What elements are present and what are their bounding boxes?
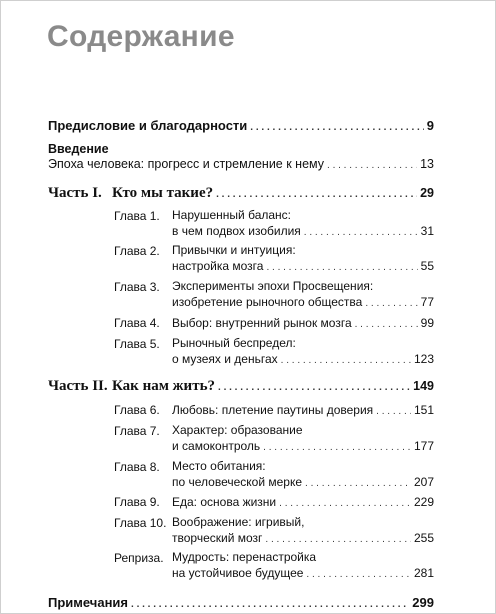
chapter-label: Глава 9. bbox=[114, 495, 160, 509]
entry-text: Предисловие и благодарности bbox=[48, 118, 248, 133]
chapter-page: 177 bbox=[413, 439, 434, 453]
dot-leader bbox=[266, 260, 417, 276]
chapter-title-line2: о музеях и деньгах bbox=[172, 352, 278, 366]
chapter-title-line2: в чем подвох изобилия bbox=[172, 224, 301, 238]
chapter-page: 123 bbox=[413, 352, 434, 366]
entry-text: Эпоха человека: прогресс и стремление к нему bbox=[48, 157, 325, 171]
chapter-line2 bbox=[172, 315, 434, 333]
chapter-title-line2: изобретение рыночного общества bbox=[172, 295, 363, 309]
dot-leader bbox=[365, 296, 417, 312]
dot-leader bbox=[216, 187, 417, 203]
chapter-label: Глава 4. bbox=[114, 316, 160, 330]
toc-part-2[interactable] bbox=[48, 378, 434, 396]
chapter-page: 229 bbox=[413, 495, 434, 509]
chapter-title-line1: Рыночный беспредел: bbox=[172, 336, 296, 350]
chapter-line2 bbox=[172, 351, 434, 369]
part-title: Как нам жить? bbox=[112, 378, 216, 394]
chapter-title-line2: творческий мозг bbox=[172, 531, 263, 545]
dot-leader bbox=[355, 317, 418, 333]
entry-page: 29 bbox=[420, 186, 434, 200]
part-title: Кто мы такие? bbox=[112, 185, 214, 201]
toc-entry-intro[interactable] bbox=[48, 156, 434, 174]
page-title: Содержание bbox=[47, 20, 235, 53]
chapter-title-line1: Эксперименты эпохи Просвещения: bbox=[172, 279, 374, 293]
chapter-label: Глава 6. bbox=[114, 403, 160, 417]
chapter-line2 bbox=[172, 474, 434, 492]
entry-page: 149 bbox=[413, 379, 434, 393]
chapter-page: 31 bbox=[420, 224, 434, 238]
part-number: Часть II. bbox=[48, 378, 108, 394]
entry-page: 9 bbox=[426, 118, 434, 133]
toc-entry-preface[interactable] bbox=[48, 118, 434, 136]
chapter-label: Глава 10. bbox=[114, 516, 167, 530]
chapter-label: Глава 5. bbox=[114, 337, 160, 351]
chapter-title-line2: на устойчивое будущее bbox=[172, 566, 304, 580]
entry-page: 299 bbox=[412, 595, 434, 610]
chapter-page: 281 bbox=[413, 566, 434, 580]
chapter-title-line2: по человеческой мерке bbox=[172, 475, 303, 489]
chapter-page: 77 bbox=[420, 295, 434, 309]
dot-leader bbox=[304, 225, 418, 241]
chapter-title-line2: Выбор: внутренний рынок мозга bbox=[172, 316, 352, 330]
chapter-line2 bbox=[172, 565, 434, 583]
chapter-line2 bbox=[172, 223, 434, 241]
chapter-line2 bbox=[172, 402, 434, 420]
chapter-page: 255 bbox=[413, 531, 434, 545]
intro-heading: Введение bbox=[48, 142, 109, 156]
chapter-page: 207 bbox=[413, 475, 434, 489]
chapter-page: 151 bbox=[413, 403, 434, 417]
chapter-label: Глава 3. bbox=[114, 280, 160, 294]
chapter-title-line1: Место обитания: bbox=[172, 459, 266, 473]
chapter-title-line1: Характер: образование bbox=[172, 423, 303, 437]
dot-leader bbox=[131, 597, 409, 613]
chapter-line2 bbox=[172, 258, 434, 276]
chapter-line2 bbox=[172, 530, 434, 548]
dot-leader bbox=[279, 496, 411, 512]
chapter-label: Глава 2. bbox=[114, 244, 160, 258]
chapter-page: 99 bbox=[420, 316, 434, 330]
dot-leader bbox=[376, 404, 411, 420]
chapter-label: Глава 1. bbox=[114, 209, 160, 223]
chapter-title-line1: Привычки и интуиция: bbox=[172, 243, 296, 257]
chapter-line2 bbox=[172, 438, 434, 456]
toc-part-1[interactable] bbox=[48, 185, 434, 203]
chapter-line2 bbox=[172, 294, 434, 312]
chapter-label: Реприза. bbox=[114, 551, 164, 565]
dot-leader bbox=[327, 158, 417, 174]
dot-leader bbox=[218, 380, 410, 396]
chapter-title-line1: Воображение: игривый, bbox=[172, 515, 305, 529]
entry-page: 13 bbox=[420, 157, 434, 171]
part-number: Часть I. bbox=[48, 185, 102, 201]
dot-leader bbox=[265, 532, 411, 548]
toc-entry-notes[interactable] bbox=[48, 595, 434, 613]
chapter-title-line2: Любовь: плетение паутины доверия bbox=[172, 403, 374, 417]
dot-leader bbox=[306, 567, 411, 583]
dot-leader bbox=[250, 120, 423, 136]
chapter-title-line2: Еда: основа жизни bbox=[172, 495, 277, 509]
chapter-title-line2: настройка мозга bbox=[172, 259, 264, 273]
chapter-title-line2: и самоконтроль bbox=[172, 439, 261, 453]
dot-leader bbox=[281, 353, 411, 369]
dot-leader bbox=[305, 476, 411, 492]
chapter-page: 55 bbox=[420, 259, 434, 273]
chapter-label: Глава 7. bbox=[114, 424, 160, 438]
chapter-line2 bbox=[172, 494, 434, 512]
dot-leader bbox=[263, 440, 411, 456]
entry-text: Примечания bbox=[48, 595, 129, 610]
chapter-title-line1: Мудрость: перенастройка bbox=[172, 550, 317, 564]
chapter-title-line1: Нарушенный баланс: bbox=[172, 208, 292, 222]
chapter-label: Глава 8. bbox=[114, 460, 160, 474]
